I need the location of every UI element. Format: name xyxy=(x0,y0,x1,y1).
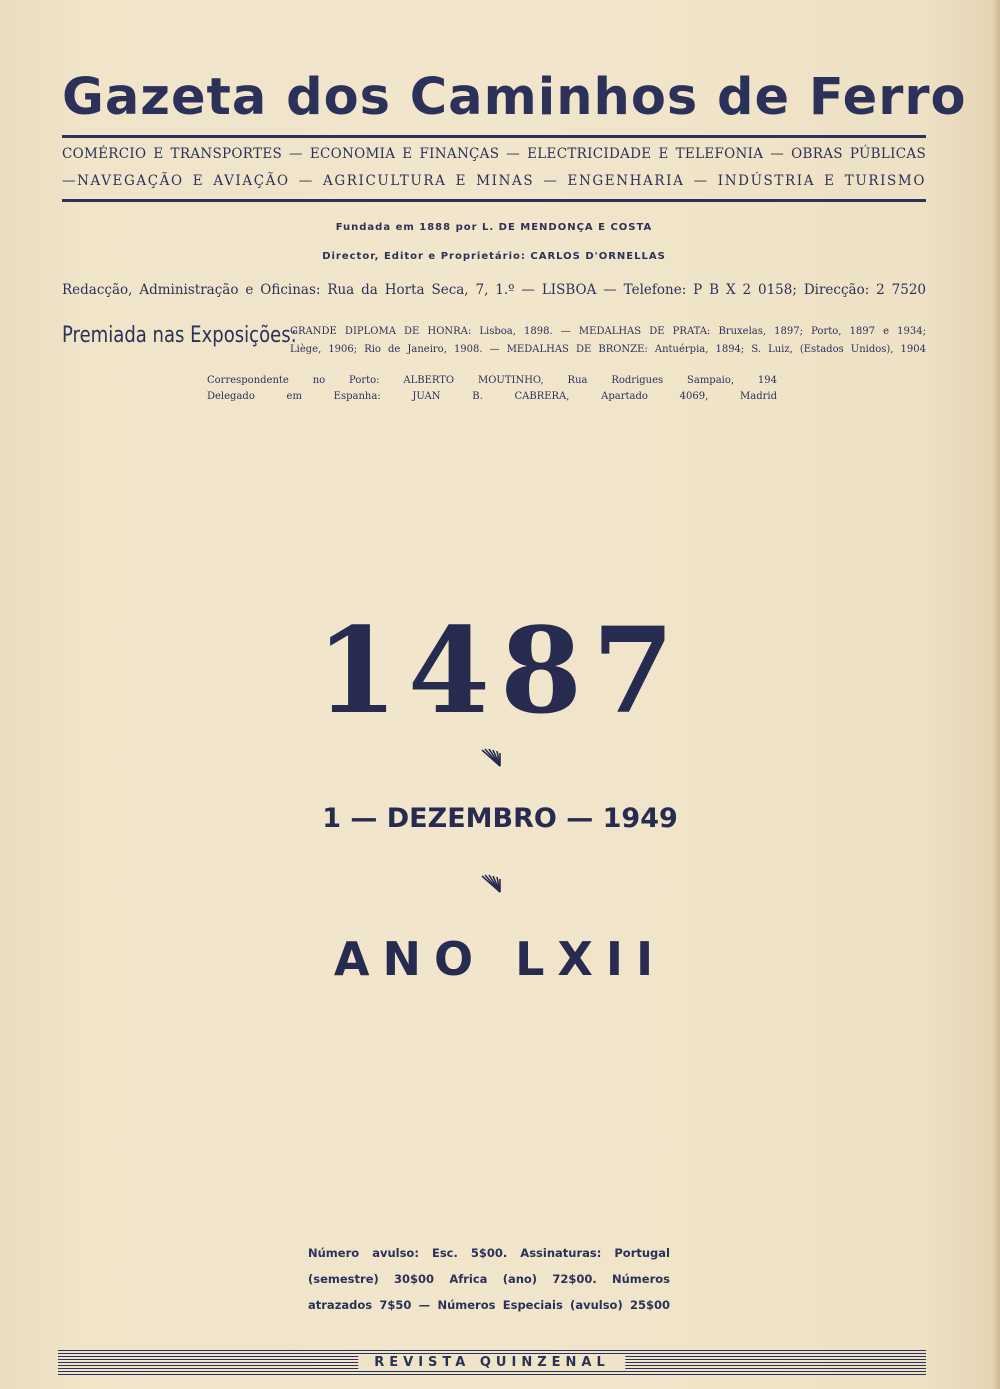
price-info xyxy=(308,1240,670,1318)
footer-label: REVISTA QUINZENAL xyxy=(358,1355,625,1371)
price-line-1: Número avulso: Esc. 5$00. Assinaturas: Portugal xyxy=(308,1246,670,1260)
issue-number: 1487 xyxy=(315,601,685,740)
page-spine-edge xyxy=(992,0,1000,1389)
topics-line-1: COMÉRCIO E TRANSPORTES — ECONOMIA E FINANÇAS — ELECTRICIDADE E TELEFONIA — OBRAS PÚBLICAS xyxy=(62,146,926,162)
awards-line-1: GRANDE DIPLOMA DE HONRA: Lisboa, 1898. — MEDALHAS DE PRATA: Bruxelas, 1897; Porto, 1897 e 1934; xyxy=(290,326,926,337)
awards-line-2: Liège, 1906; Rio de Janeiro, 1908. — MEDALHAS DE BRONZE: Antuérpia, 1894; S. Luiz, (Estados Unidos), 1904 xyxy=(290,344,926,355)
fan-ornament-icon xyxy=(480,746,502,768)
footer-banner xyxy=(58,1350,926,1376)
price-line-3: atrazados 7$50 — Números Especiais (avulso) 25$00 xyxy=(308,1298,670,1312)
awards-label: Premiada nas Exposições: xyxy=(62,323,297,348)
issue-date: 1 — DEZEMBRO — 1949 xyxy=(322,803,678,834)
masthead-title: Gazeta dos Caminhos de Ferro xyxy=(62,68,967,127)
delegate-spain: Delegado em Espanha: JUAN B. CABRERA, Apartado 4069, Madrid xyxy=(207,391,777,402)
price-line-2: (semestre) 30$00 Africa (ano) 72$00. Números xyxy=(308,1272,670,1286)
masthead-rule-top xyxy=(62,135,926,138)
founded-line: Fundada em 1888 por L. DE MENDONÇA E COSTA xyxy=(335,222,653,233)
correspondent-porto: Correspondente no Porto: ALBERTO MOUTINHO, Rua Rodrigues Sampaio, 194 xyxy=(207,375,777,386)
address-line: Redacção, Administração e Oficinas: Rua da Horta Seca, 7, 1.º — LISBOA — Telefone: P B X 2 0158; Direcção: 2 7520 xyxy=(62,282,926,298)
masthead-rule-bottom xyxy=(62,199,926,202)
awards-list xyxy=(290,323,926,359)
issue-year: ANO LXII xyxy=(333,932,667,986)
topics-line-2: —NAVEGAÇÃO E AVIAÇÃO — AGRICULTURA E MINAS — ENGENHARIA — INDÚSTRIA E TURISMO xyxy=(62,173,926,189)
fan-ornament-icon xyxy=(480,872,502,894)
director-line: Director, Editor e Proprietário: CARLOS D'ORNELLAS xyxy=(322,251,666,262)
